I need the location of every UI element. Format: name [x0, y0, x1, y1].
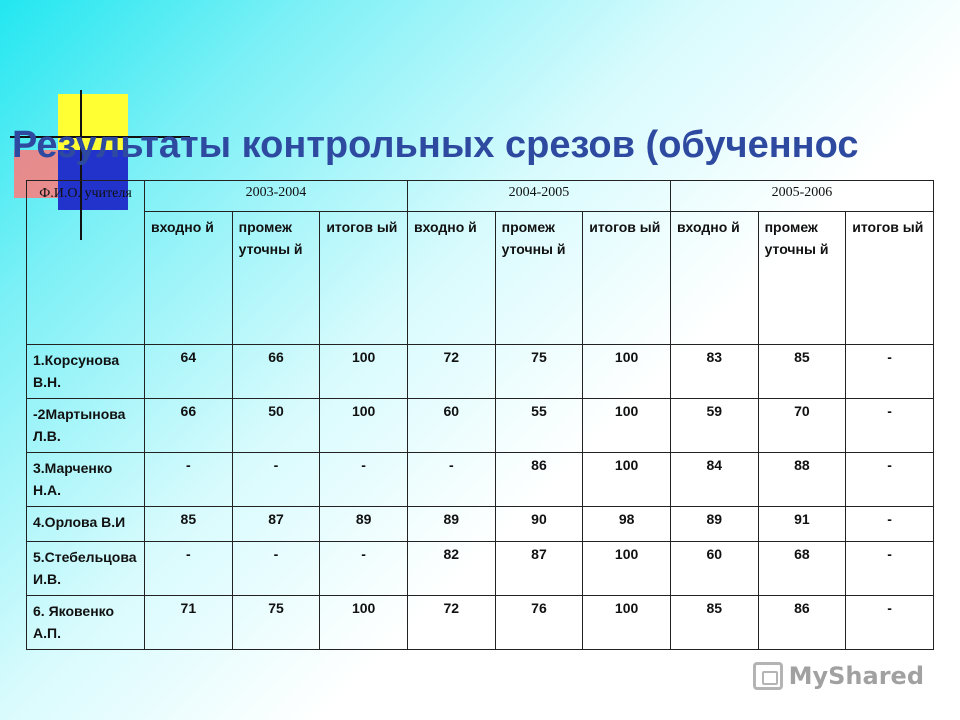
score-cell: -	[846, 507, 934, 542]
score-cell: -	[407, 453, 495, 507]
score-cell: 75	[232, 596, 320, 650]
name-column-header: Ф.И.О. учителя	[27, 181, 145, 345]
score-cell: 82	[407, 542, 495, 596]
subheader-final: итогов ый	[583, 212, 671, 345]
subheader-entry: входно й	[670, 212, 758, 345]
score-cell: 83	[670, 345, 758, 399]
score-cell: -	[846, 399, 934, 453]
subheader-interim: промеж уточны й	[495, 212, 583, 345]
score-cell: 100	[583, 399, 671, 453]
score-cell: 90	[495, 507, 583, 542]
score-cell: 89	[670, 507, 758, 542]
score-cell: 70	[758, 399, 846, 453]
score-cell: 85	[670, 596, 758, 650]
score-cell: 85	[145, 507, 233, 542]
table-row	[27, 345, 934, 399]
teacher-name-cell: 3.Марченко Н.А.	[27, 453, 145, 507]
table-row	[27, 596, 934, 650]
score-cell: -	[232, 542, 320, 596]
score-cell: 68	[758, 542, 846, 596]
score-cell: -	[145, 542, 233, 596]
score-cell: 66	[145, 399, 233, 453]
table-row	[27, 507, 934, 542]
score-cell: -	[320, 453, 408, 507]
score-cell: -	[145, 453, 233, 507]
score-cell: 89	[320, 507, 408, 542]
subheader-final: итогов ый	[846, 212, 934, 345]
score-cell: 72	[407, 596, 495, 650]
subheader-entry: входно й	[145, 212, 233, 345]
score-cell: 59	[670, 399, 758, 453]
score-cell: 100	[583, 596, 671, 650]
score-cell: 89	[407, 507, 495, 542]
score-cell: 60	[670, 542, 758, 596]
teacher-name-cell: 6. Яковенко А.П.	[27, 596, 145, 650]
score-cell: -	[846, 542, 934, 596]
score-cell: 100	[583, 542, 671, 596]
score-cell: -	[846, 345, 934, 399]
score-cell: 50	[232, 399, 320, 453]
score-cell: 100	[583, 453, 671, 507]
score-cell: 60	[407, 399, 495, 453]
subheader-interim: промеж уточны й	[758, 212, 846, 345]
score-cell: 87	[232, 507, 320, 542]
subheader-entry: входно й	[407, 212, 495, 345]
teacher-name-cell: -2Мартынова Л.В.	[27, 399, 145, 453]
score-cell: 71	[145, 596, 233, 650]
score-cell: 75	[495, 345, 583, 399]
score-cell: 64	[145, 345, 233, 399]
year-header: 2003-2004	[145, 181, 408, 212]
teacher-name-cell: 5.Стебельцова И.В.	[27, 542, 145, 596]
year-header: 2004-2005	[407, 181, 670, 212]
score-cell: 72	[407, 345, 495, 399]
table-row	[27, 453, 934, 507]
teacher-name-cell: 4.Орлова В.И	[27, 507, 145, 542]
results-table	[26, 180, 934, 650]
table-row	[27, 399, 934, 453]
teacher-name-cell: 1.Корсунова В.Н.	[27, 345, 145, 399]
score-cell: 85	[758, 345, 846, 399]
score-cell: 66	[232, 345, 320, 399]
score-cell: 55	[495, 399, 583, 453]
score-cell: 86	[758, 596, 846, 650]
logo-text: MyShared	[788, 662, 924, 690]
score-cell: 98	[583, 507, 671, 542]
score-cell: 100	[320, 345, 408, 399]
score-cell: 76	[495, 596, 583, 650]
score-cell: -	[320, 542, 408, 596]
score-cell: 100	[320, 399, 408, 453]
score-cell: 87	[495, 542, 583, 596]
myshared-logo	[753, 662, 924, 690]
slide-title: Результаты контрольных срезов (обученнос	[12, 124, 859, 166]
score-cell: -	[232, 453, 320, 507]
subheader-interim: промеж уточны й	[232, 212, 320, 345]
myshared-logo-icon	[753, 662, 783, 690]
score-cell: -	[846, 596, 934, 650]
score-cell: 100	[583, 345, 671, 399]
score-cell: 86	[495, 453, 583, 507]
year-header: 2005-2006	[670, 181, 933, 212]
score-cell: 84	[670, 453, 758, 507]
table-row	[27, 542, 934, 596]
subheader-final: итогов ый	[320, 212, 408, 345]
score-cell: 91	[758, 507, 846, 542]
score-cell: 100	[320, 596, 408, 650]
score-cell: 88	[758, 453, 846, 507]
score-cell: -	[846, 453, 934, 507]
table-body	[27, 345, 934, 650]
